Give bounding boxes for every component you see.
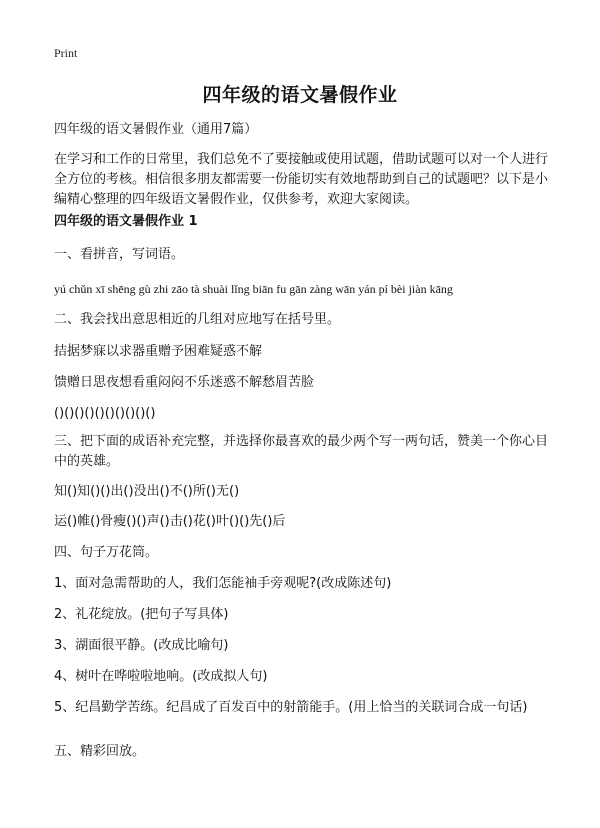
question-2-words-2: 馈赠日思夜想看重闷闷不乐迷惑不解愁眉苦脸: [54, 375, 315, 390]
question-5-title: 五、精彩回放。: [54, 744, 146, 759]
question-4-item: 2、礼花绽放。(把句子写具体): [54, 607, 229, 622]
question-3-line-2: 运()帷()骨瘦()()声()击()花()叶()()先()后: [54, 514, 286, 529]
question-3-line-1: 知()知()()出()没出()不()所()无(): [54, 484, 240, 499]
print-link[interactable]: Print: [54, 46, 78, 60]
section-heading-1: 四年级的语文暑假作业 1: [54, 214, 198, 229]
page-title: 四年级的语文暑假作业: [202, 84, 398, 106]
question-3-title: 三、把下面的成语补充完整，并选择你最喜欢的最少两个写一两句话，赞美一个你心目中的英雄。: [54, 434, 549, 469]
subtitle: 四年级的语文暑假作业（通用7篇）: [54, 122, 258, 137]
question-4-item: 5、纪昌勤学苦练。纪昌成了百发百中的射箭能手。(用上恰当的关联词合成一句话): [54, 700, 528, 715]
question-4-item: 1、面对急需帮助的人，我们怎能袖手旁观呢?(改成陈述句): [54, 576, 392, 591]
question-2-brackets: ()()()()()()()()()(): [54, 406, 156, 421]
question-1-title: 一、看拼音，写词语。: [54, 247, 185, 262]
question-1-pinyin: yú chǔn xī shēng gù zhi zāo tà shuài lǐng biān fu gān zàng wān yán pí bèi jiàn kāng: [54, 282, 453, 296]
question-4-title: 四、句子万花筒。: [54, 545, 159, 560]
question-4-item: 3、湖面很平静。(改成比喻句): [54, 638, 229, 653]
question-2-words-1: 拮据梦寐以求器重赠予困难疑惑不解: [54, 344, 263, 359]
question-2-title: 二、我会找出意思相近的几组对应地写在括号里。: [54, 312, 341, 327]
intro-paragraph: 在学习和工作的日常里，我们总免不了要接触或使用试题，借助试题可以对一个人进行全方位的考核。相信很多朋友都需要一份能切实有效地帮助到自己的试题吧？以下是小编精心整理的四年级语文暑假作业，仅供参考，欢迎大家阅读。: [54, 152, 549, 207]
question-4-item: 4、树叶在哗啦啦地响。(改成拟人句): [54, 669, 268, 684]
